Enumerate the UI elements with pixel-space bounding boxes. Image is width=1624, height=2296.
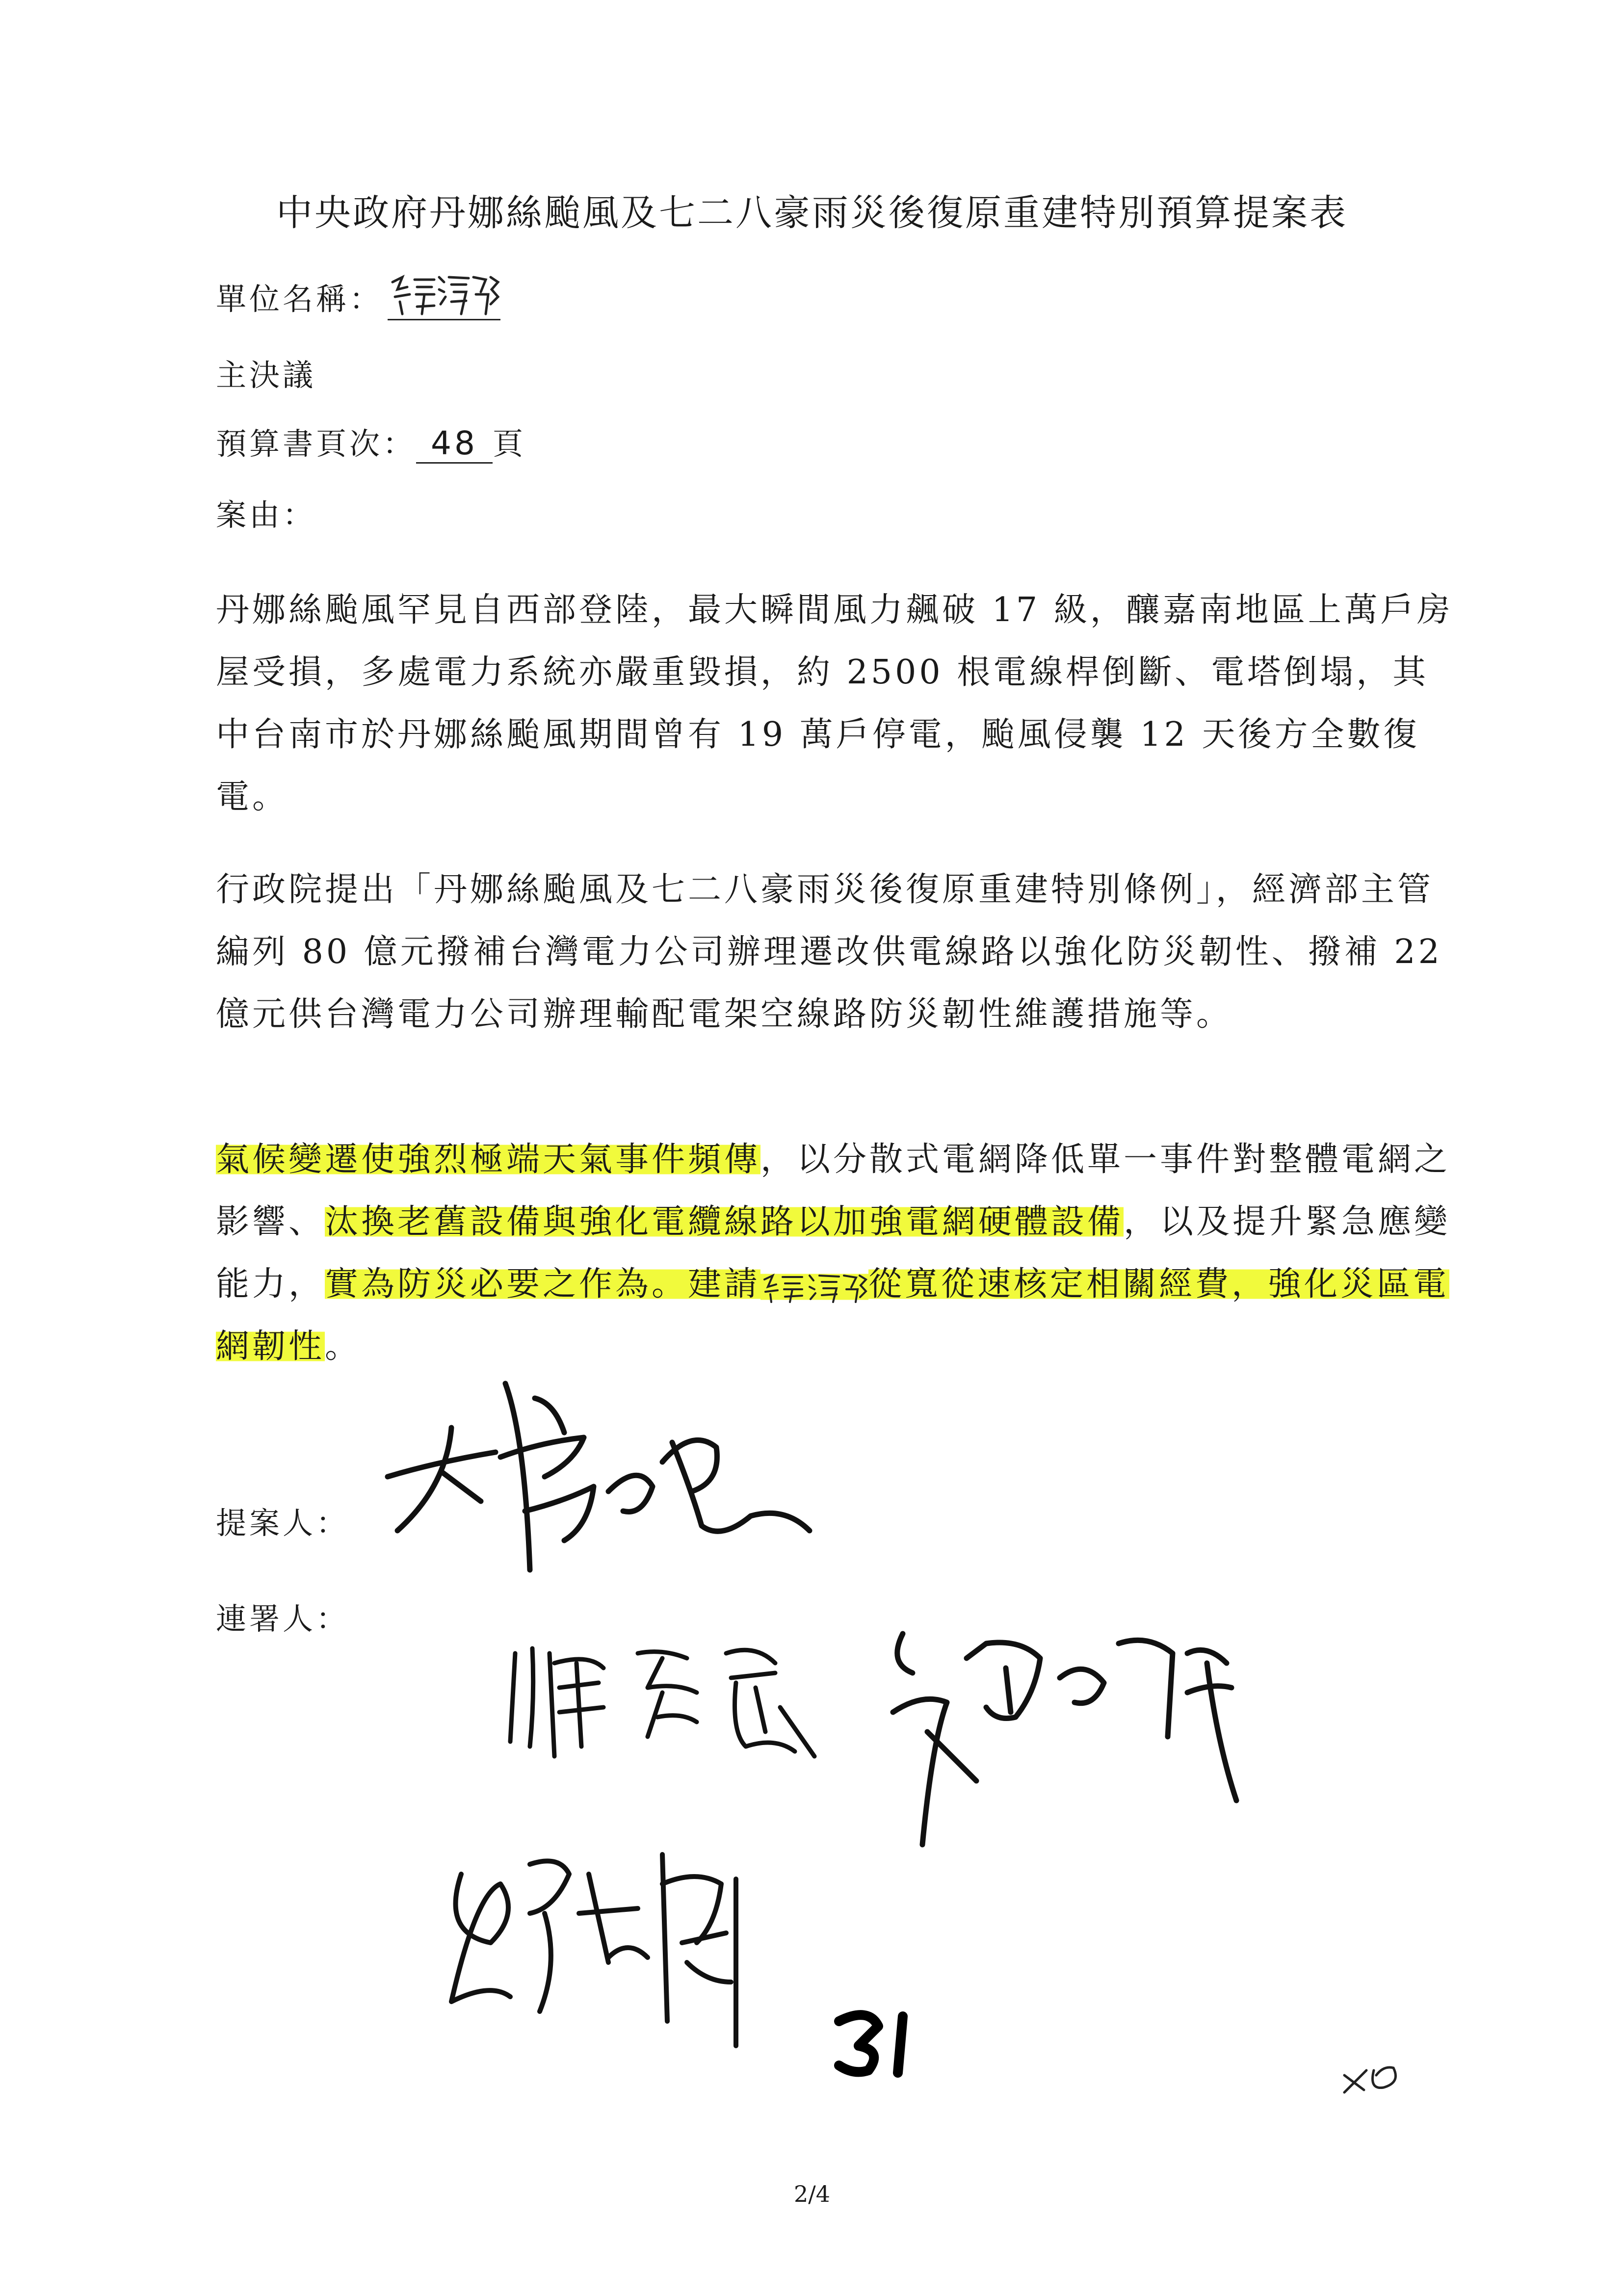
cosigner-signature-2 <box>873 1614 1276 1850</box>
highlight-1: 氣候變遷使強烈極端天氣事件頻傳 <box>216 1140 761 1179</box>
paragraph-3-text-2: ，以及提升緊急應變能力， <box>216 1202 1451 1304</box>
handwritten-number-31 <box>829 2002 927 2080</box>
budget-page-label: 預算書頁次： <box>216 426 417 462</box>
highlight-2: 汰換老舊設備與強化電纜線路以加強電網硬體設備 <box>325 1202 1124 1241</box>
cosigner-signature-1 <box>500 1634 854 1761</box>
paragraph-3-text-1: ，以分散式電網降低單一事件對整體電網之影響、 <box>216 1140 1451 1241</box>
cosigner-label: 連署人： <box>216 1601 350 1637</box>
cosigner-signature-3 <box>432 1835 824 2061</box>
budget-page-value: 48 <box>416 424 493 464</box>
proposer-signature <box>378 1364 844 1585</box>
highlight-3: 實為防災必要之作為。建請 <box>325 1265 761 1304</box>
handwritten-ministry <box>760 1270 868 1304</box>
paragraph-3-end: 。 <box>325 1327 362 1366</box>
unit-label: 單位名稱： <box>216 281 383 317</box>
reason-label: 案由： <box>216 497 316 533</box>
page-number: 2/4 <box>793 2181 831 2207</box>
paragraph-2: 行政院提出「丹娜絲颱風及七二八豪雨災後復原重建特別條例」，經濟部主管編列 80 億元撥補台灣電力公司辦理遷改供電線路以強化防災韌性、撥補 22 億元供台灣電力公司辦理輸配電架空線路防災韌性維護措施等。 <box>216 870 1442 1034</box>
budget-page-suffix: 頁 <box>493 426 526 462</box>
proposer-label: 提案人： <box>216 1505 350 1541</box>
paragraph-3 <box>216 1128 1462 1378</box>
main-resolution-label: 主決議 <box>216 357 316 393</box>
handwritten-unit-name <box>388 267 500 321</box>
unit-underline <box>388 319 500 320</box>
document-title: 中央政府丹娜絲颱風及七二八豪雨災後復原重建特別預算提案表 <box>276 192 1348 234</box>
budget-page-row <box>216 419 526 464</box>
handwritten-mark-bottom-right <box>1339 2056 1413 2100</box>
paragraph-1: 丹娜絲颱風罕見自西部登陸，最大瞬間風力飆破 17 級，釀嘉南地區上萬戶房屋受損，多處電力系統亦嚴重毀損，約 2500 根電線桿倒斷、電塔倒塌，其中台南市於丹娜絲颱風期間曾有 19 萬戶停電，颱風侵襲 12 天後方全數復電。 <box>216 591 1453 816</box>
highlight-4: 從寬從速核定相關經費，強化災區電網韌性 <box>216 1265 1450 1366</box>
